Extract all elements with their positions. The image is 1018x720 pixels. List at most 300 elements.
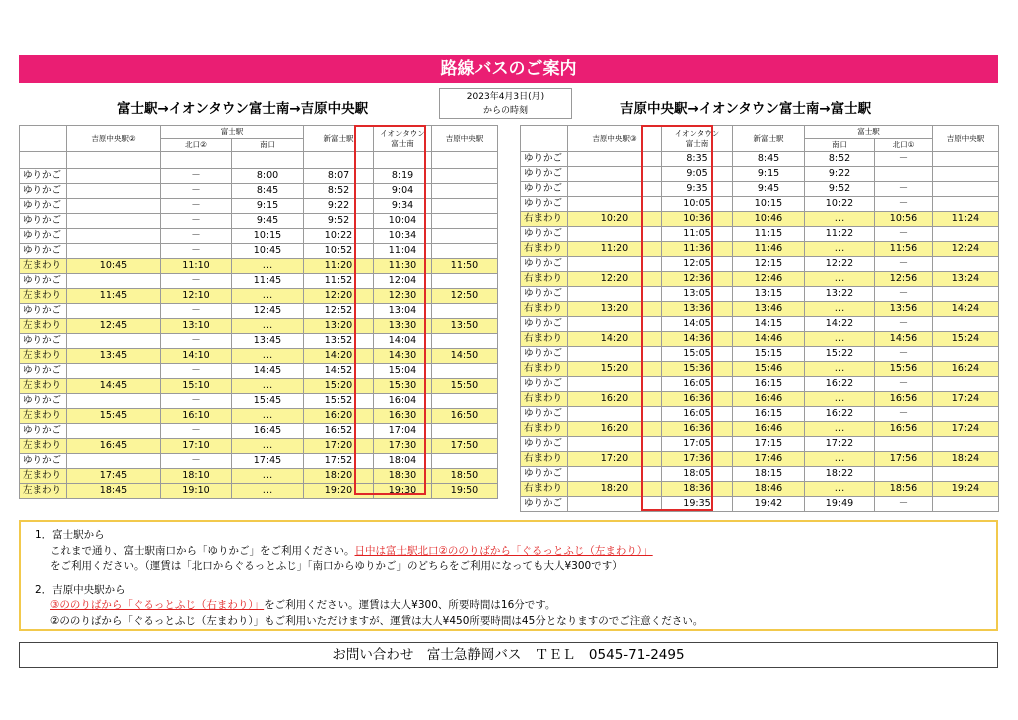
time-cell: 17:20 bbox=[568, 452, 662, 467]
service-name-cell: ゆりかご bbox=[20, 229, 67, 244]
timetable-row bbox=[521, 167, 999, 182]
time-cell bbox=[933, 437, 999, 452]
time-cell bbox=[933, 227, 999, 242]
time-cell bbox=[67, 454, 161, 469]
service-name-cell: 左まわり bbox=[20, 439, 67, 454]
time-cell: 11:30 bbox=[374, 259, 432, 274]
time-cell: 17:22 bbox=[805, 437, 875, 452]
time-cell: － bbox=[161, 184, 232, 199]
time-cell bbox=[432, 184, 498, 199]
timetable-row bbox=[20, 229, 498, 244]
time-cell: 16:36 bbox=[662, 422, 733, 437]
time-cell bbox=[933, 257, 999, 272]
time-cell bbox=[875, 437, 933, 452]
time-cell: 8:00 bbox=[232, 169, 304, 184]
service-name-cell: ゆりかご bbox=[20, 394, 67, 409]
time-cell: 9:52 bbox=[805, 182, 875, 197]
time-cell: 10:56 bbox=[875, 212, 933, 227]
timetable-row bbox=[20, 439, 498, 454]
time-cell: － bbox=[161, 229, 232, 244]
timetable-row bbox=[20, 394, 498, 409]
time-cell bbox=[568, 407, 662, 422]
time-cell: 16:24 bbox=[933, 362, 999, 377]
timetable-row bbox=[20, 424, 498, 439]
timetable-row bbox=[20, 304, 498, 319]
time-cell: … bbox=[232, 289, 304, 304]
note-heading: 2．吉原中央駅から bbox=[35, 583, 126, 596]
service-name-cell: 右まわり bbox=[521, 212, 568, 227]
time-cell: 18:46 bbox=[733, 482, 805, 497]
time-cell: 15:52 bbox=[304, 394, 374, 409]
timetable-row bbox=[521, 242, 999, 257]
time-cell: 9:45 bbox=[232, 214, 304, 229]
header-stop bbox=[374, 126, 432, 152]
header-stop: 南口 bbox=[805, 139, 875, 152]
time-cell: 8:52 bbox=[304, 184, 374, 199]
time-cell: － bbox=[875, 197, 933, 212]
timetable-row bbox=[20, 319, 498, 334]
timetable-row bbox=[521, 302, 999, 317]
service-name-cell: ゆりかご bbox=[521, 467, 568, 482]
time-cell: … bbox=[805, 302, 875, 317]
timetable-row bbox=[20, 214, 498, 229]
time-cell: 12:20 bbox=[304, 289, 374, 304]
time-cell: 12:36 bbox=[662, 272, 733, 287]
time-cell: 10:22 bbox=[304, 229, 374, 244]
time-cell: － bbox=[161, 454, 232, 469]
time-cell: 14:15 bbox=[733, 317, 805, 332]
time-cell: 11:45 bbox=[67, 289, 161, 304]
service-name-cell: ゆりかご bbox=[521, 152, 568, 167]
time-cell bbox=[933, 152, 999, 167]
time-cell: 9:22 bbox=[805, 167, 875, 182]
timetable-row bbox=[521, 497, 999, 512]
time-cell: 9:45 bbox=[733, 182, 805, 197]
effective-date-caption: からの時刻 bbox=[482, 106, 528, 116]
empty-cell bbox=[67, 152, 161, 169]
time-cell: 15:20 bbox=[568, 362, 662, 377]
timetable-row bbox=[20, 454, 498, 469]
time-cell: － bbox=[161, 169, 232, 184]
time-cell: 16:04 bbox=[374, 394, 432, 409]
time-cell: 15:24 bbox=[933, 332, 999, 347]
time-cell: 16:52 bbox=[304, 424, 374, 439]
time-cell: 18:36 bbox=[662, 482, 733, 497]
timetable-row bbox=[521, 347, 999, 362]
contact-info: お問い合わせ 富士急静岡バス ＴＥＬ 0545-71-2495 bbox=[19, 642, 998, 668]
time-cell: 17:45 bbox=[232, 454, 304, 469]
service-name-cell: ゆりかご bbox=[521, 377, 568, 392]
time-cell: 19:24 bbox=[933, 482, 999, 497]
time-cell bbox=[568, 182, 662, 197]
service-name-cell: 左まわり bbox=[20, 349, 67, 364]
empty-cell bbox=[232, 152, 304, 169]
timetable-row bbox=[521, 257, 999, 272]
time-cell: 16:20 bbox=[568, 422, 662, 437]
time-cell: 8:07 bbox=[304, 169, 374, 184]
empty-cell bbox=[20, 152, 67, 169]
time-cell: 18:20 bbox=[568, 482, 662, 497]
time-cell: … bbox=[232, 439, 304, 454]
time-cell: 13:45 bbox=[67, 349, 161, 364]
time-cell: 13:36 bbox=[662, 302, 733, 317]
time-cell: 14:46 bbox=[733, 332, 805, 347]
time-cell: 13:04 bbox=[374, 304, 432, 319]
time-cell bbox=[568, 287, 662, 302]
time-cell: － bbox=[161, 304, 232, 319]
time-cell bbox=[933, 317, 999, 332]
time-cell: 19:49 bbox=[805, 497, 875, 512]
header-stop bbox=[662, 126, 733, 152]
time-cell bbox=[67, 199, 161, 214]
time-cell: 10:45 bbox=[232, 244, 304, 259]
time-cell: 17:20 bbox=[304, 439, 374, 454]
empty-cell bbox=[432, 152, 498, 169]
service-name-cell: ゆりかご bbox=[521, 167, 568, 182]
time-cell: 9:34 bbox=[374, 199, 432, 214]
time-cell: 19:42 bbox=[733, 497, 805, 512]
time-cell: 12:45 bbox=[67, 319, 161, 334]
timetable-row bbox=[521, 392, 999, 407]
time-cell bbox=[67, 229, 161, 244]
time-cell: 9:05 bbox=[662, 167, 733, 182]
service-name-cell: 右まわり bbox=[521, 272, 568, 287]
time-cell: 15:10 bbox=[161, 379, 232, 394]
service-name-cell: ゆりかご bbox=[20, 424, 67, 439]
time-cell: … bbox=[805, 422, 875, 437]
time-cell: … bbox=[232, 379, 304, 394]
time-cell: 18:04 bbox=[374, 454, 432, 469]
time-cell bbox=[67, 364, 161, 379]
time-cell: 11:04 bbox=[374, 244, 432, 259]
service-name-cell: 左まわり bbox=[20, 379, 67, 394]
timetable-row bbox=[521, 452, 999, 467]
empty-cell bbox=[161, 152, 232, 169]
time-cell: 17:50 bbox=[432, 439, 498, 454]
time-cell bbox=[933, 377, 999, 392]
time-cell: 17:30 bbox=[374, 439, 432, 454]
timetable-row bbox=[521, 482, 999, 497]
time-cell: 13:05 bbox=[662, 287, 733, 302]
service-name-cell: ゆりかご bbox=[521, 257, 568, 272]
timetable-row bbox=[521, 332, 999, 347]
time-cell: 11:36 bbox=[662, 242, 733, 257]
time-cell: 14:45 bbox=[232, 364, 304, 379]
time-cell bbox=[568, 227, 662, 242]
note-line bbox=[35, 598, 996, 614]
time-cell: 8:45 bbox=[733, 152, 805, 167]
time-cell: … bbox=[232, 349, 304, 364]
service-name-cell: ゆりかご bbox=[20, 274, 67, 289]
service-name-cell: ゆりかご bbox=[20, 214, 67, 229]
time-cell: 15:56 bbox=[875, 362, 933, 377]
time-cell: 10:15 bbox=[733, 197, 805, 212]
time-cell: 8:35 bbox=[662, 152, 733, 167]
time-cell: － bbox=[875, 347, 933, 362]
time-cell: 12:05 bbox=[662, 257, 733, 272]
time-cell: 15:30 bbox=[374, 379, 432, 394]
time-cell bbox=[432, 394, 498, 409]
service-name-cell: ゆりかご bbox=[20, 454, 67, 469]
time-cell: 14:22 bbox=[805, 317, 875, 332]
time-cell: 11:05 bbox=[662, 227, 733, 242]
time-cell: 10:46 bbox=[733, 212, 805, 227]
time-cell: 16:30 bbox=[374, 409, 432, 424]
timetable-row bbox=[521, 227, 999, 242]
time-cell: 10:22 bbox=[805, 197, 875, 212]
time-cell: … bbox=[805, 362, 875, 377]
time-cell: － bbox=[875, 497, 933, 512]
time-cell: 12:22 bbox=[805, 257, 875, 272]
note-text: これまで通り、富士駅南口から「ゆりかご」をご利用ください。 bbox=[50, 544, 355, 557]
service-name-cell: ゆりかご bbox=[521, 197, 568, 212]
time-cell bbox=[568, 467, 662, 482]
service-name-cell: 右まわり bbox=[521, 242, 568, 257]
timetable-row bbox=[20, 244, 498, 259]
time-cell: 13:20 bbox=[568, 302, 662, 317]
time-cell: － bbox=[161, 424, 232, 439]
time-cell: 14:30 bbox=[374, 349, 432, 364]
timetable-row bbox=[521, 467, 999, 482]
service-name-cell: 右まわり bbox=[521, 302, 568, 317]
time-cell: 19:10 bbox=[161, 484, 232, 499]
time-cell bbox=[432, 454, 498, 469]
time-cell bbox=[933, 197, 999, 212]
time-cell: 14:50 bbox=[432, 349, 498, 364]
time-cell bbox=[432, 304, 498, 319]
time-cell: 14:45 bbox=[67, 379, 161, 394]
timetable-row bbox=[20, 184, 498, 199]
empty-cell bbox=[374, 152, 432, 169]
time-cell: 8:45 bbox=[232, 184, 304, 199]
time-cell bbox=[568, 152, 662, 167]
time-cell bbox=[568, 347, 662, 362]
time-cell: － bbox=[161, 244, 232, 259]
time-cell: 15:50 bbox=[432, 379, 498, 394]
time-cell: 16:05 bbox=[662, 377, 733, 392]
time-cell: 17:04 bbox=[374, 424, 432, 439]
time-cell bbox=[67, 334, 161, 349]
header-stop: 吉原中央駅③ bbox=[568, 126, 662, 152]
time-cell: 12:30 bbox=[374, 289, 432, 304]
service-name-cell: 右まわり bbox=[521, 482, 568, 497]
time-cell: 17:24 bbox=[933, 392, 999, 407]
time-cell: 19:20 bbox=[304, 484, 374, 499]
timetable-row bbox=[20, 409, 498, 424]
time-cell: 11:50 bbox=[432, 259, 498, 274]
time-cell bbox=[67, 304, 161, 319]
time-cell: … bbox=[805, 332, 875, 347]
timetable-row bbox=[20, 484, 498, 499]
time-cell: 16:46 bbox=[733, 392, 805, 407]
time-cell: 16:10 bbox=[161, 409, 232, 424]
time-cell: 17:24 bbox=[933, 422, 999, 437]
timetable-row bbox=[20, 349, 498, 364]
time-cell: 13:50 bbox=[432, 319, 498, 334]
time-cell: 19:35 bbox=[662, 497, 733, 512]
timetable-row bbox=[521, 182, 999, 197]
time-cell bbox=[67, 394, 161, 409]
time-cell bbox=[568, 437, 662, 452]
timetable-row bbox=[20, 274, 498, 289]
time-cell bbox=[432, 229, 498, 244]
time-cell: 16:05 bbox=[662, 407, 733, 422]
time-cell: 15:36 bbox=[662, 362, 733, 377]
time-cell: 14:20 bbox=[304, 349, 374, 364]
service-name-cell: ゆりかご bbox=[521, 227, 568, 242]
header-stop-line: 富士南 bbox=[391, 138, 414, 148]
header-blank bbox=[521, 126, 568, 152]
time-cell: 10:45 bbox=[67, 259, 161, 274]
time-cell: 13:20 bbox=[304, 319, 374, 334]
service-name-cell: ゆりかご bbox=[20, 334, 67, 349]
time-cell: － bbox=[161, 334, 232, 349]
time-cell: 16:56 bbox=[875, 392, 933, 407]
time-cell: 17:45 bbox=[67, 469, 161, 484]
time-cell: 13:22 bbox=[805, 287, 875, 302]
timetable-row bbox=[20, 469, 498, 484]
time-cell: 16:20 bbox=[568, 392, 662, 407]
time-cell: 14:52 bbox=[304, 364, 374, 379]
time-cell: 9:15 bbox=[733, 167, 805, 182]
time-cell bbox=[933, 497, 999, 512]
time-cell: 10:05 bbox=[662, 197, 733, 212]
time-cell: 11:20 bbox=[568, 242, 662, 257]
time-cell: 17:36 bbox=[662, 452, 733, 467]
note-line bbox=[35, 544, 996, 560]
header-stop: 北口① bbox=[875, 139, 933, 152]
time-cell: － bbox=[161, 199, 232, 214]
time-cell: 18:22 bbox=[805, 467, 875, 482]
time-cell bbox=[432, 364, 498, 379]
time-cell: 8:52 bbox=[805, 152, 875, 167]
time-cell: … bbox=[232, 469, 304, 484]
time-cell: － bbox=[161, 274, 232, 289]
time-cell: 11:46 bbox=[733, 242, 805, 257]
time-cell: 9:52 bbox=[304, 214, 374, 229]
time-cell bbox=[933, 287, 999, 302]
right-timetable bbox=[520, 125, 999, 512]
note-emphasis: 日中は富士駅北口②ののりばから「ぐるっとふじ（左まわり）」 bbox=[354, 544, 653, 557]
time-cell: 9:15 bbox=[232, 199, 304, 214]
service-name-cell: ゆりかご bbox=[20, 364, 67, 379]
service-name-cell: ゆりかご bbox=[20, 184, 67, 199]
time-cell: 11:20 bbox=[304, 259, 374, 274]
time-cell: 12:50 bbox=[432, 289, 498, 304]
header-stop: 新富士駅 bbox=[733, 126, 805, 152]
time-cell: 10:36 bbox=[662, 212, 733, 227]
timetable-row bbox=[521, 272, 999, 287]
time-cell: 10:15 bbox=[232, 229, 304, 244]
time-cell: 8:19 bbox=[374, 169, 432, 184]
time-cell bbox=[568, 317, 662, 332]
time-cell: 12:24 bbox=[933, 242, 999, 257]
effective-date: 2023年4月3日(月) bbox=[466, 92, 545, 102]
time-cell: 19:50 bbox=[432, 484, 498, 499]
header-stop: 新富士駅 bbox=[304, 126, 374, 152]
time-cell: … bbox=[805, 392, 875, 407]
note-heading: 1．富士駅から bbox=[35, 529, 105, 541]
timetable-row bbox=[20, 289, 498, 304]
time-cell: 12:04 bbox=[374, 274, 432, 289]
time-cell bbox=[67, 184, 161, 199]
time-cell: 16:56 bbox=[875, 422, 933, 437]
time-cell: … bbox=[805, 482, 875, 497]
time-cell: 17:52 bbox=[304, 454, 374, 469]
time-cell: 16:46 bbox=[733, 422, 805, 437]
time-cell: 18:10 bbox=[161, 469, 232, 484]
service-name-cell: ゆりかご bbox=[20, 244, 67, 259]
effective-date-box bbox=[439, 88, 572, 119]
time-cell: 17:10 bbox=[161, 439, 232, 454]
time-cell: 18:56 bbox=[875, 482, 933, 497]
time-cell: 14:10 bbox=[161, 349, 232, 364]
timetable-row bbox=[521, 212, 999, 227]
service-name-cell: ゆりかご bbox=[521, 287, 568, 302]
time-cell bbox=[67, 244, 161, 259]
time-cell bbox=[432, 244, 498, 259]
time-cell: － bbox=[875, 407, 933, 422]
time-cell: 15:46 bbox=[733, 362, 805, 377]
header-stop-line: イオンタウン bbox=[674, 128, 720, 138]
time-cell: 18:24 bbox=[933, 452, 999, 467]
time-cell bbox=[568, 377, 662, 392]
time-cell: 17:56 bbox=[875, 452, 933, 467]
time-cell: 9:22 bbox=[304, 199, 374, 214]
time-cell: 16:20 bbox=[304, 409, 374, 424]
service-name-cell: 左まわり bbox=[20, 469, 67, 484]
timetable-row bbox=[521, 197, 999, 212]
service-name-cell: ゆりかご bbox=[521, 347, 568, 362]
time-cell bbox=[432, 334, 498, 349]
time-cell bbox=[933, 467, 999, 482]
service-name-cell: 右まわり bbox=[521, 452, 568, 467]
timetable-row bbox=[20, 259, 498, 274]
time-cell bbox=[933, 167, 999, 182]
time-cell: … bbox=[805, 242, 875, 257]
time-cell: 16:45 bbox=[67, 439, 161, 454]
time-cell: 11:56 bbox=[875, 242, 933, 257]
time-cell: 13:52 bbox=[304, 334, 374, 349]
time-cell: 9:35 bbox=[662, 182, 733, 197]
service-name-cell: 右まわり bbox=[521, 422, 568, 437]
note-line: ②ののりばから「ぐるっとふじ（左まわり）」もご利用いただけますが、運賃は大人¥450所要時間は45分となりますのでご注意ください。 bbox=[50, 614, 704, 627]
header-stop: 南口 bbox=[232, 139, 304, 152]
time-cell bbox=[875, 467, 933, 482]
timetable-row bbox=[20, 379, 498, 394]
time-cell: 11:10 bbox=[161, 259, 232, 274]
time-cell: 14:36 bbox=[662, 332, 733, 347]
time-cell: 10:04 bbox=[374, 214, 432, 229]
time-cell: 15:05 bbox=[662, 347, 733, 362]
time-cell: 17:05 bbox=[662, 437, 733, 452]
time-cell: 13:24 bbox=[933, 272, 999, 287]
time-cell: 14:04 bbox=[374, 334, 432, 349]
service-name-cell: 右まわり bbox=[521, 362, 568, 377]
time-cell: 15:22 bbox=[805, 347, 875, 362]
time-cell: 16:50 bbox=[432, 409, 498, 424]
time-cell bbox=[568, 197, 662, 212]
service-name-cell: ゆりかご bbox=[20, 304, 67, 319]
service-name-cell: 左まわり bbox=[20, 484, 67, 499]
service-name-cell: ゆりかご bbox=[521, 182, 568, 197]
time-cell: 16:15 bbox=[733, 407, 805, 422]
time-cell: 15:04 bbox=[374, 364, 432, 379]
time-cell: … bbox=[232, 259, 304, 274]
header-stop-group: 富士駅 bbox=[161, 126, 304, 139]
page-banner: 路線バスのご案内 bbox=[19, 55, 998, 83]
time-cell bbox=[432, 274, 498, 289]
